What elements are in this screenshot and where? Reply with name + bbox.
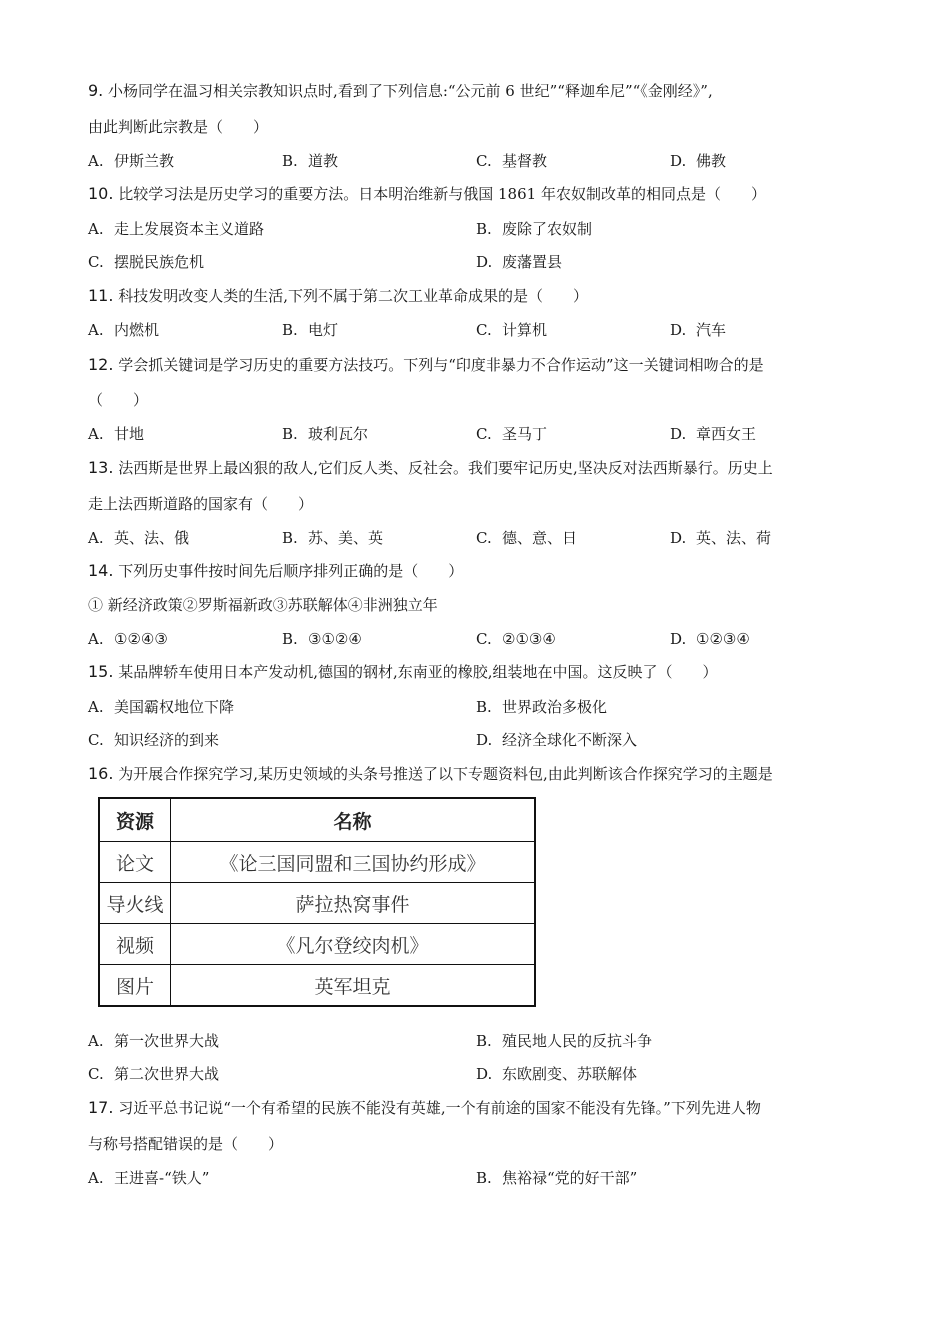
- question-9-option-d[interactable]: D. 佛教: [670, 152, 727, 170]
- question-11-option-c[interactable]: C. 计算机: [476, 321, 548, 339]
- question-9-stem-cont: 由此判断此宗教是（ ）: [88, 118, 269, 136]
- question-11-option-b[interactable]: B. 电灯: [282, 321, 339, 339]
- question-15-option-b[interactable]: B. 世界政治多极化: [476, 698, 608, 716]
- question-16-option-c[interactable]: C. 第二次世界大战: [88, 1065, 220, 1083]
- question-13-option-c[interactable]: C. 德、意、日: [476, 529, 578, 547]
- table-row: [99, 842, 535, 883]
- table-row: [99, 883, 535, 924]
- question-9-stem: 9. 小杨同学在温习相关宗教知识点时,看到了下列信息:“公元前 6 世纪”“释迦牟尼”“《金刚经》”,: [88, 81, 713, 100]
- question-17-option-a[interactable]: A. 王进喜-“铁人”: [88, 1169, 210, 1187]
- question-12-option-c[interactable]: C. 圣马丁: [476, 425, 548, 443]
- table-row: [99, 924, 535, 965]
- table-header-name: 名称: [171, 798, 536, 842]
- question-16-option-b[interactable]: B. 殖民地人民的反抗斗争: [476, 1032, 653, 1050]
- table-cell-resource: 图片: [99, 965, 171, 1007]
- question-14-stem: 14. 下列历史事件按时间先后顺序排列正确的是（ ）: [88, 561, 464, 580]
- question-15-option-d[interactable]: D. 经济全球化不断深入: [476, 731, 638, 749]
- question-15-option-c[interactable]: C. 知识经济的到来: [88, 731, 220, 749]
- question-9-option-c[interactable]: C. 基督教: [476, 152, 548, 170]
- question-14-option-c[interactable]: C. ②①③④: [476, 630, 556, 648]
- table-cell-name: 萨拉热窝事件: [171, 883, 536, 924]
- question-16-stem: 16. 为开展合作探究学习,某历史领域的头条号推送了以下专题资料包,由此判断该合作探究学习的主题是: [88, 764, 773, 783]
- table-cell-resource: 视频: [99, 924, 171, 965]
- question-12-option-b[interactable]: B. 玻利瓦尔: [282, 425, 369, 443]
- question-12-option-a[interactable]: A. 甘地: [88, 425, 145, 443]
- question-12-stem: 12. 学会抓关键词是学习历史的重要方法技巧。下列与“印度非暴力不合作运动”这一关键词相吻合的是: [88, 355, 764, 374]
- question-17-stem: 17. 习近平总书记说“一个有希望的民族不能没有英雄,一个有前途的国家不能没有先锋。”下列先进人物: [88, 1098, 761, 1117]
- question-10-option-b[interactable]: B. 废除了农奴制: [476, 220, 593, 238]
- question-10-option-a[interactable]: A. 走上发展资本主义道路: [88, 220, 265, 238]
- question-9-option-b[interactable]: B. 道教: [282, 152, 339, 170]
- question-12-stem-cont: （ ）: [88, 391, 149, 409]
- table-cell-resource: 论文: [99, 842, 171, 883]
- resource-table: [98, 797, 536, 1007]
- table-header-resource: 资源: [99, 798, 171, 842]
- question-11-option-a[interactable]: A. 内燃机: [88, 321, 160, 339]
- question-16-option-d[interactable]: D. 东欧剧变、苏联解体: [476, 1065, 638, 1083]
- question-14-option-a[interactable]: A. ①②④③: [88, 630, 168, 648]
- question-10-option-c[interactable]: C. 摆脱民族危机: [88, 253, 205, 271]
- question-9-option-a[interactable]: A. 伊斯兰教: [88, 152, 175, 170]
- question-13-option-a[interactable]: A. 英、法、俄: [88, 529, 190, 547]
- question-11-option-d[interactable]: D. 汽车: [670, 321, 727, 339]
- question-13-stem: 13. 法西斯是世界上最凶狠的敌人,它们反人类、反社会。我们要牢记历史,坚决反对法西斯暴行。历史上: [88, 458, 773, 477]
- question-14-option-d[interactable]: D. ①②③④: [670, 630, 750, 648]
- question-13-option-d[interactable]: D. 英、法、荷: [670, 529, 772, 547]
- question-12-option-d[interactable]: D. 章西女王: [670, 425, 757, 443]
- table-row: [99, 965, 535, 1007]
- question-15-option-a[interactable]: A. 美国霸权地位下降: [88, 698, 235, 716]
- question-13-option-b[interactable]: B. 苏、美、英: [282, 529, 384, 547]
- table-cell-resource: 导火线: [99, 883, 171, 924]
- table-header-row: [99, 798, 535, 842]
- question-17-option-b[interactable]: B. 焦裕禄“党的好干部”: [476, 1169, 638, 1187]
- question-16-option-a[interactable]: A. 第一次世界大战: [88, 1032, 220, 1050]
- question-14-option-b[interactable]: B. ③①②④: [282, 630, 362, 648]
- question-10-stem: 10. 比较学习法是历史学习的重要方法。日本明治维新与俄国 1861 年农奴制改革的相同点是（ ）: [88, 184, 766, 203]
- table-cell-name: 《论三国同盟和三国协约形成》: [171, 842, 536, 883]
- question-17-stem-cont: 与称号搭配错误的是（ ）: [88, 1135, 284, 1153]
- question-13-stem-cont: 走上法西斯道路的国家有（ ）: [88, 495, 314, 513]
- question-14-events: ① 新经济政策②罗斯福新政③苏联解体④非洲独立年: [88, 596, 438, 614]
- table-cell-name: 《凡尔登绞肉机》: [171, 924, 536, 965]
- question-10-option-d[interactable]: D. 废藩置县: [476, 253, 563, 271]
- question-11-stem: 11. 科技发明改变人类的生活,下列不属于第二次工业革命成果的是（ ）: [88, 286, 589, 305]
- question-15-stem: 15. 某品牌轿车使用日本产发动机,德国的钢材,东南亚的橡胶,组装地在中国。这反映了（ ）: [88, 662, 718, 681]
- table-cell-name: 英军坦克: [171, 965, 536, 1007]
